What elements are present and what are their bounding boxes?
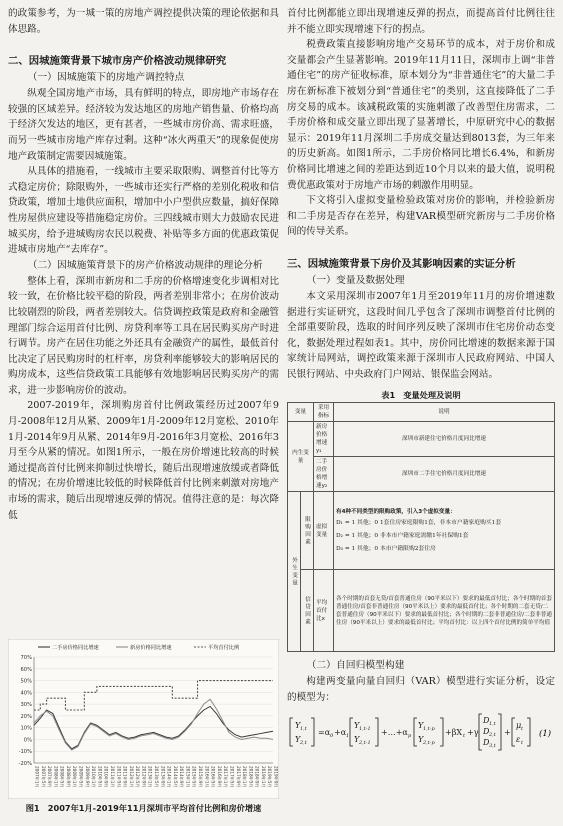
dummy-formula-2: D₂ = 1 其他；0 非本市户籍家庭需缴1年社保购1套 <box>336 533 469 540</box>
svg-text:1,t-p: 1,t-p <box>423 725 435 732</box>
x-tick-label: 2008年9月 <box>65 766 71 788</box>
intro-paragraph: 的政策参考，为一城一策的房地产调控提供决策的理论依据和具体思路。 <box>8 8 279 35</box>
svg-text:ε: ε <box>516 734 521 744</box>
x-tick-label: 2010年1月 <box>91 766 97 788</box>
x-tick-label: 2012年5月 <box>135 766 141 788</box>
table-header-index: 采用指标 <box>314 403 334 422</box>
y-tick-label: 50% <box>20 678 32 685</box>
outer-variable-text: 外生变量 <box>291 556 297 588</box>
x-tick-label: 2014年1月 <box>166 766 172 788</box>
x-tick-label: 2013年5月 <box>154 766 159 788</box>
svg-text:+: + <box>504 727 511 737</box>
table-1-caption: 表1 变量处理及说明 <box>381 390 461 401</box>
legend-label: 二手房价格同比增速 <box>52 645 99 651</box>
x-tick-label: 2010年9月 <box>103 766 109 788</box>
section-3-heading: 三、因城施策背景下房价及其影响因素的实证分析 <box>287 257 516 270</box>
legend-label: 平均首付比例 <box>208 645 240 651</box>
x-tick-label: 2017年9月 <box>235 766 241 788</box>
x-tick-label: 2015年5月 <box>191 766 197 788</box>
svg-text:Y: Y <box>354 720 360 730</box>
credit-factor-label <box>301 570 314 652</box>
figure-1-caption: 图1 2007年1月-2019年11月深圳市平均首付比例和房价增速 <box>25 803 262 813</box>
svg-text:2,t: 2,t <box>489 731 496 738</box>
paragraph-7: 下文将引入虚拟变量检验政策对房价的影响，并检验新房和二手房是否存在差异，构建VAR模型研究新房与二手房价格间的传导关系。 <box>287 195 555 238</box>
subsection-2-1-heading: （一）因城施策下的房地产调控特点 <box>27 72 185 84</box>
policy-factor-text: 限购因素 <box>304 515 310 547</box>
dummy-desc: 有4种不同类型的限购政策，引入3个虚拟变量： <box>336 509 456 516</box>
table-cell: 深圳市新建住宅价格月度同比增速 <box>334 422 555 457</box>
table-cell: 二手房价格增速y₂ <box>314 457 334 492</box>
paragraph-4: 2007-2019年，深圳购房首付比例政策经历过2007年9月-2008年12月从紧、2009年1月-2009年12月宽松、2010年1月-2014年9月从紧、2014年9月-2016年3月宽松、2016年3月至今从紧的情况。如图1所示，一般在房价增速比较高的时候通过提高首付比例来抑制过快增长，随后出现增速放缓或者降低的情况；在房价增速比较低的时候降低首付比例来刺激对房地产市场的需求，随后出现增速反弹的情况。值得注意的是：每次降低 <box>8 400 279 521</box>
y-tick-label: -20% <box>18 761 32 767</box>
y-tick-label: 40% <box>20 690 32 697</box>
subsection-2-2-heading: （二）因城施策背景下的房产价格波动规律的理论分析 <box>27 259 263 271</box>
outer-variable-label <box>288 492 301 652</box>
x-tick-label: 2007年5月 <box>40 766 46 788</box>
x-tick-label: 2007年1月 <box>34 766 40 788</box>
y-tick-label: -10% <box>18 749 32 756</box>
x-tick-label: 2009年5月 <box>78 766 84 788</box>
table-header-desc: 说明 <box>334 403 555 422</box>
subsection-3-2-heading: （二）自回归模型构建 <box>306 660 405 672</box>
table-cell: 平均首付比x <box>314 570 334 652</box>
table-header-variable: 变量 <box>288 403 314 422</box>
svg-text:0: 0 <box>330 732 334 739</box>
x-tick-label: 2018年5月 <box>248 766 254 788</box>
x-tick-label: 2014年5月 <box>172 766 178 788</box>
x-tick-label: 2008年1月 <box>53 766 59 788</box>
svg-text:Y: Y <box>295 720 301 730</box>
table-header-row <box>288 403 555 422</box>
x-tick-label: 2012年9月 <box>141 766 147 788</box>
x-tick-label: 2009年1月 <box>72 766 78 788</box>
x-tick-label: 2018年1月 <box>242 766 248 788</box>
svg-text:+βX: +βX <box>445 727 463 737</box>
table-cell: 虚拟变量 <box>314 492 334 570</box>
inner-variable-label: 内生变量 <box>288 422 314 492</box>
svg-text:D: D <box>483 715 490 725</box>
svg-text:2,t-1: 2,t-1 <box>359 739 371 746</box>
svg-text:3,t: 3,t <box>489 742 496 749</box>
svg-text:Y: Y <box>354 734 360 744</box>
variables-table <box>287 402 555 652</box>
x-tick-label: 2011年5月 <box>116 766 122 788</box>
x-tick-label: 2008年5月 <box>59 766 65 788</box>
equation-number: (1) <box>539 728 552 739</box>
x-tick-label: 2016年9月 <box>216 766 222 788</box>
svg-text:Y: Y <box>295 734 301 744</box>
x-tick-label: 2019年9月 <box>273 766 279 788</box>
y-tick-label: 30% <box>20 702 32 709</box>
table-row <box>288 492 555 570</box>
right-column <box>287 6 555 752</box>
x-tick-label: 2011年9月 <box>122 766 128 788</box>
x-tick-label: 2011年1月 <box>109 766 115 788</box>
var-equation <box>287 712 555 752</box>
svg-text:μ: μ <box>516 720 522 730</box>
table-cell: 深圳市二手住宅价格月度同比增速 <box>334 457 555 492</box>
table-row <box>288 422 555 457</box>
table-row <box>288 457 555 492</box>
x-tick-label: 2015年9月 <box>198 766 204 788</box>
svg-text:2,t-p: 2,t-p <box>423 739 435 746</box>
table-cell: 新房价格增速y₁ <box>314 422 334 457</box>
svg-text:t: t <box>463 732 466 739</box>
policy-factor-label <box>301 492 314 570</box>
x-tick-label: 2015年1月 <box>185 766 191 788</box>
paragraph-1: 纵观全国房地产市场，具有鲜明的特点，即房地产市场存在较强的区域差异。经济较为发达地区的房地产销售量、价格均高于经济欠发达的地区，更有甚者，一些城市房价高、需求旺盛，而另一些城市房地产库存过剩。这种“冰火两重天”的现象促使房地产政策制定需要因城施策。 <box>8 88 279 162</box>
svg-text:1,t: 1,t <box>489 720 496 727</box>
legend-label: 新房价格同比增速 <box>130 645 172 651</box>
svg-text:2,t: 2,t <box>300 739 307 746</box>
left-column <box>8 6 279 523</box>
y-tick-label: 20% <box>20 713 32 720</box>
svg-text:+γ: +γ <box>467 727 479 737</box>
table-cell <box>334 492 555 570</box>
figure-1-chart <box>8 639 279 799</box>
svg-text:1: 1 <box>346 732 350 739</box>
y-tick-label: 10% <box>20 725 32 732</box>
x-tick-label: 2016年5月 <box>210 766 216 788</box>
svg-text:t: t <box>521 739 524 746</box>
svg-text:1,t-1: 1,t-1 <box>359 725 371 732</box>
table-cell: 各个时期的首套无贷/首套普通住房（90平米以下）要求的最低首付比；各个时期的首套普通住房/首套非普通住房（90平米以上）要求的最低首付比；各个时期的二套无贷/二套普通住房（90平米以下）要求的最低首付比；各个时期的二套非普通住房/二套非普通住房（90平米以上）要求的最低首付比；平均首付比：以上四个首付比例的简单平均值 <box>334 570 555 652</box>
subsection-3-1-heading: （一）变量及数据处理 <box>306 274 405 286</box>
paragraph-8: 本文采用深圳市2007年1月至2019年11月的房价增速数据进行实证研究，这段时间几乎包含了深圳市调整首付比例的全部重要阶段，选取的时间序列反映了深圳市住宅房价动态变化，数据处理过程如表1。其中，房价同比增速的数据来源于国家统计局网站，调控政策来源于深圳市人民政府网站、中国人民银行网站、中央政府门户网站、银保监会网站。 <box>287 290 555 380</box>
x-tick-label: 2010年5月 <box>97 766 103 788</box>
y-tick-label: 60% <box>20 666 32 673</box>
paragraph-3: 整体上看，深圳市新房和二手房的价格增速变化步调相对比较一致，在价格比较平稳的阶段，两者差别非常小；在房价波动比较剧烈的阶段，两者差别较大。信贷调控政策是政府和金融管理部门综合运用首付比例、房贷利率等工具在居民购买房产时进行调节。房产在居住功能之外还具有金融资产的属性，最低首付比决定了居民购房时的杠杆率，房贷利率能够较大的影响居民的购房成本，这些信贷政策工具能够有效地影响居民购买房产的需求，进一步影响房价的波动。 <box>8 275 279 396</box>
paragraph-2: 从具体的措施看，一线城市主要采取限购、调整首付比等方式稳定房价；除限购外，一些城市还实行严格的差别化税收和信贷政策，增加土地供应面积，增加中小户型供应数量，搞好保障性房屋供应建设等措施稳定房价。三四线城市则大力鼓励农民进城买房，给予进城购房农民以税费、补贴等多方面的优惠政策促进城市房地产“去库存”。 <box>8 166 279 256</box>
equation-graphic <box>287 712 555 752</box>
x-tick-label: 2013年1月 <box>147 766 153 788</box>
x-tick-label: 2007年9月 <box>47 766 53 788</box>
x-tick-label: 2017年1月 <box>223 766 229 788</box>
dummy-formula-1: D₁ = 1 其他；0 1套住房家庭限购1套，非本市户籍家庭购买1套 <box>336 520 502 527</box>
paragraph-9: 构建两变量向量自回归（VAR）模型进行实证分析，设定的模型为： <box>287 676 555 704</box>
svg-text:Y: Y <box>418 720 424 730</box>
svg-text:p: p <box>408 732 412 739</box>
x-tick-label: 2009年9月 <box>84 766 90 788</box>
svg-text:t: t <box>521 725 524 732</box>
svg-text:D: D <box>483 737 490 747</box>
x-tick-label: 2014年9月 <box>179 766 185 788</box>
x-tick-label: 2017年5月 <box>229 766 235 788</box>
y-tick-label: 0% <box>23 737 32 744</box>
x-tick-label: 2016年1月 <box>204 766 210 788</box>
y-tick-label: 70% <box>20 655 32 661</box>
svg-text:=α: =α <box>318 727 331 737</box>
svg-text:+α: +α <box>334 727 347 737</box>
section-2-heading: 二、因城施策背景下城市房产价格波动规律研究 <box>8 55 227 68</box>
paragraph-5: 首付比例都能立即出现增速反弹的拐点，而提高首付比例往往并不能立即实现增速下行的拐点。 <box>287 8 555 35</box>
x-tick-label: 2019年1月 <box>260 766 266 788</box>
svg-text:+…+α: +…+α <box>381 727 408 737</box>
svg-text:D: D <box>483 726 490 736</box>
x-tick-label: 2012年1月 <box>128 766 134 788</box>
paragraph-6: 税费政策直接影响房地产交易环节的成本，对于房价和成交量都会产生显著影响。2019年11月11日，深圳市上调“非普通住宅”的房产征收标准，原本划分为“非普通住宅”的大量二手房在新标准下被划分到“普通住宅”的类别，这直接降低了二手房交易的成本。该减税政策的实施刺激了改善型住房需求，二手房价格和成交量立即出现了显著增长，中原研究中心的数据显示：2019年11月深圳二手房成交量达到8013套，为三年来的历史新高。如图1所示，二手房价格同比增长6.4%，和新房价格同比增速之间的差距达到近10个月以来的最大值，说明税费优惠政策对于房地产市场的刺激作用明显。 <box>287 39 555 191</box>
dummy-formula-3: D₃ = 1 其他；0 本市户籍限购2套住房 <box>336 546 436 553</box>
table-row <box>288 570 555 652</box>
credit-factor-text: 信贷因素 <box>304 595 310 627</box>
svg-text:1,t: 1,t <box>300 725 307 732</box>
x-tick-label: 2013年9月 <box>160 766 166 788</box>
svg-text:Y: Y <box>418 734 424 744</box>
line-chart <box>8 639 279 799</box>
x-tick-label: 2018年9月 <box>254 766 260 788</box>
x-tick-label: 2019年5月 <box>267 766 273 788</box>
